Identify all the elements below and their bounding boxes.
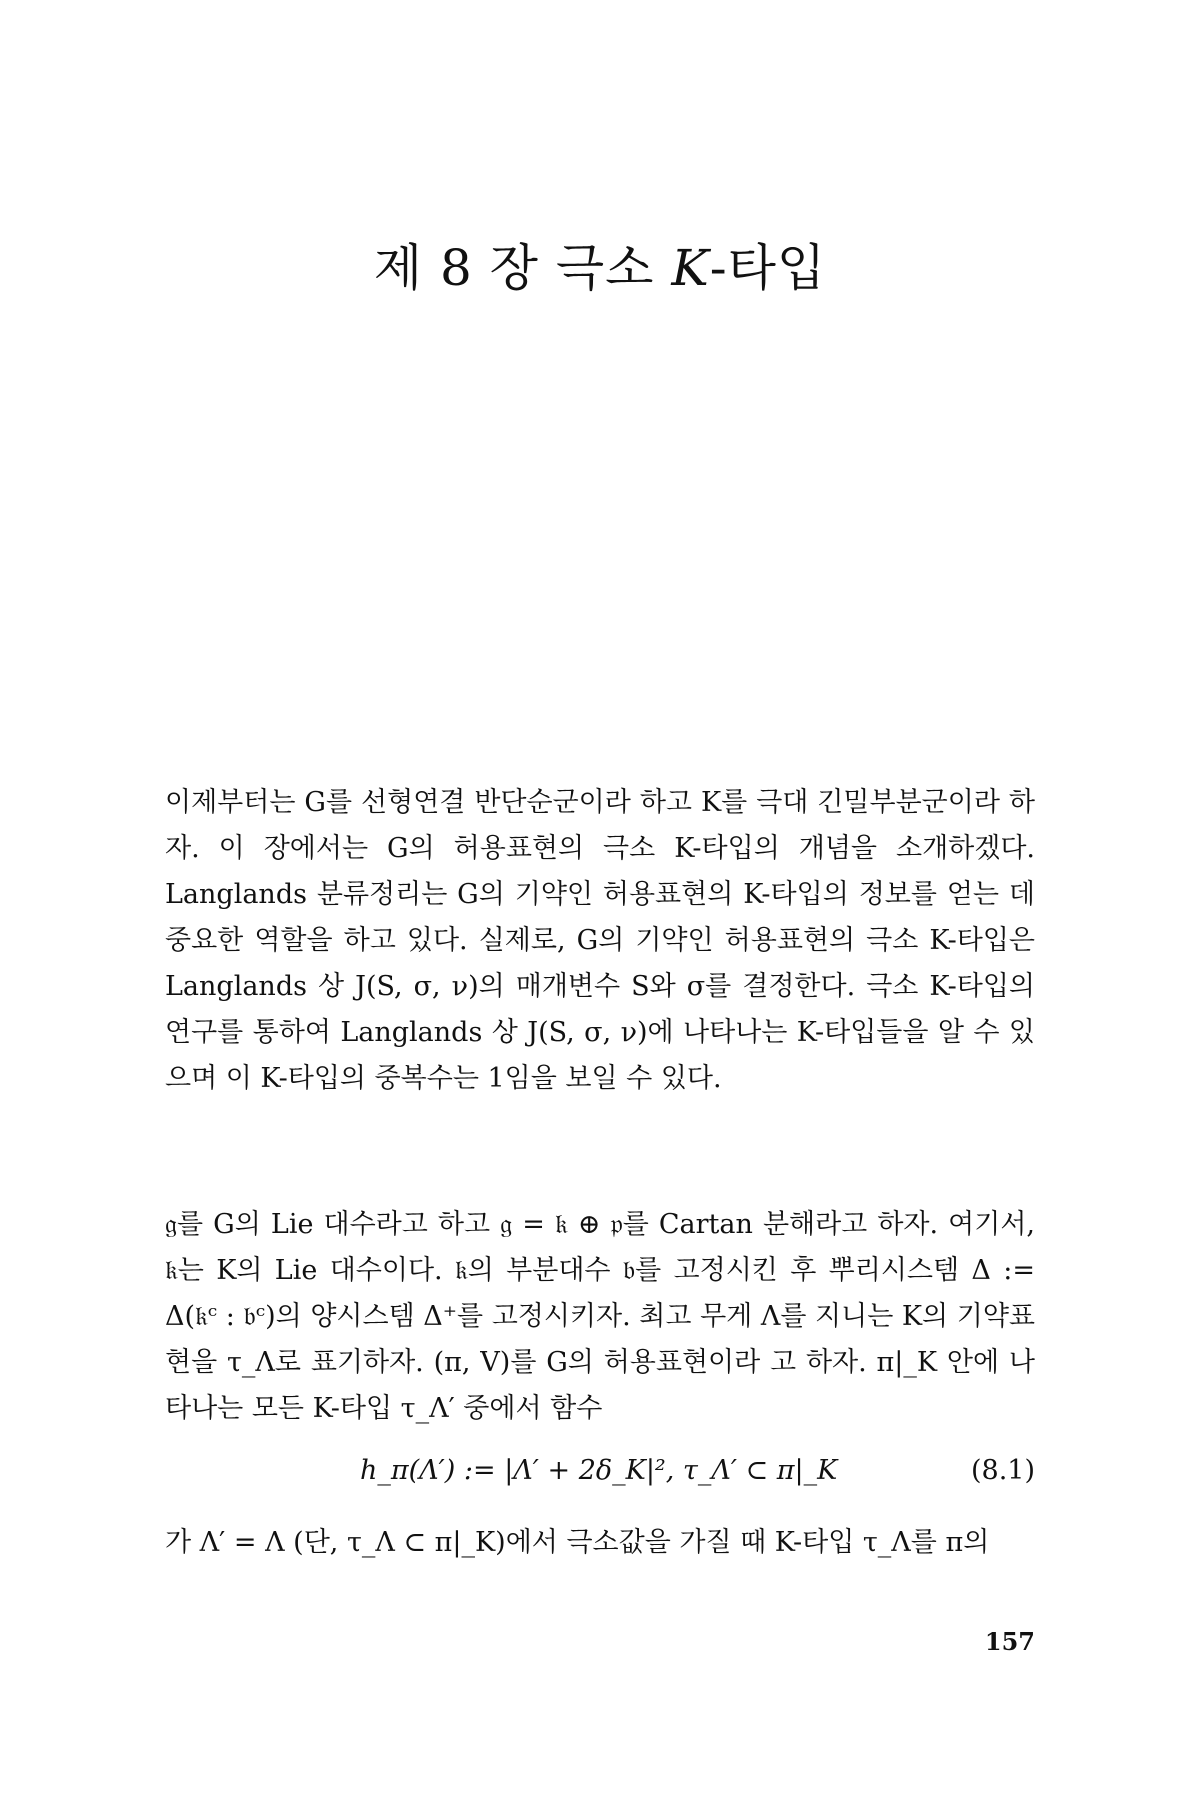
- chapter-title-prefix: 제 8 장 극소: [373, 239, 672, 297]
- page-number: 157: [984, 1627, 1035, 1656]
- equation-number: (8.1): [970, 1455, 1035, 1486]
- paragraph-continuation: 가 Λ′ = Λ (단, τ_Λ ⊂ π|_K)에서 극소값을 가질 때 K-타입 τ_Λ를 π의: [165, 1527, 990, 1558]
- paragraph-definitions: 𝔤를 G의 Lie 대수라고 하고 𝔤 = 𝔨 ⊕ 𝔭를 Cartan 분해라고 하자. 여기서, 𝔨는 K의 Lie 대수이다. 𝔨의 부분대수 𝔟를 고정시킨 후 뿌리시스템 Δ := Δ(𝔨ᶜ : 𝔟ᶜ)의 양시스템 Δ⁺를 고정시키자. 최고 무게 Λ를 지니는 K의 기약표현을 τ_Λ로 표기하자. (π, V)를 G의 허용표현이라 고 하자. π|_K 안에 나타나는 모든 K-타입 τ_Λ′ 중에서 함수: [165, 1209, 1035, 1424]
- chapter-title: [0, 228, 1200, 300]
- paragraph-intro: 이제부터는 G를 선형연결 반단순군이라 하고 K를 극대 긴밀부분군이라 하자. 이 장에서는 G의 허용표현의 극소 K-타입의 개념을 소개하겠다. Langlands 분류정리는 G의 기약인 허용표현의 K-타입의 정보를 얻는 데 중요한 역할을 하고 있다. 실제로, G의 기약인 허용표현의 극소 K-타입은 Langlands 상 J(S, σ, ν)의 매개변수 S와 σ를 결정한다. 극소 K-타입의 연구를 통하여 Langlands 상 J(S, σ, ν)에 나타나는 K-타입들을 알 수 있으며 이 K-타입의 중복수는 1임을 보일 수 있다.: [165, 787, 1035, 1094]
- equation-body: h_π(Λ′) := |Λ′ + 2δ_K|², τ_Λ′ ⊂ π|_K: [360, 1455, 838, 1486]
- chapter-title-suffix: -타입: [709, 239, 827, 297]
- chapter-title-k: K: [671, 239, 710, 297]
- equation-8-1: [165, 1455, 1035, 1505]
